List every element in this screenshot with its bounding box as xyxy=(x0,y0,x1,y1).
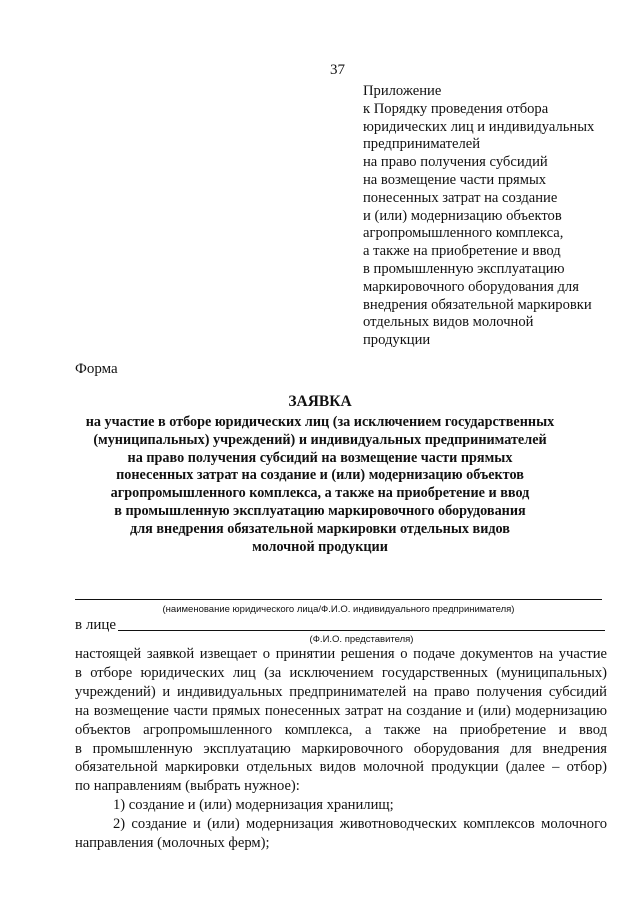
direction-item: 2) создание и (или) модернизация животноводческих комплексов молочного xyxy=(113,816,607,833)
appendix-line: отдельных видов молочной xyxy=(363,314,534,331)
appendix-line: к Порядку проведения отбора xyxy=(363,100,549,117)
subtitle-line: понесенных затрат на создание и (или) модернизацию объектов xyxy=(116,467,524,484)
subtitle-line: молочной продукции xyxy=(252,538,388,555)
representative-name-line xyxy=(118,630,605,631)
subtitle-line: на право получения субсидий на возмещение части прямых xyxy=(127,449,513,466)
appendix-line: предпринимателей xyxy=(363,136,481,153)
body-line: обязательной маркировки отдельных видов молочной продукции (далее – отбор) xyxy=(75,759,607,776)
appendix-line: Приложение xyxy=(363,83,442,99)
body-line: направления (молочных ферм); xyxy=(75,835,270,852)
body-line: на возмещение части прямых понесенных затрат на создание и (или) модернизацию xyxy=(75,702,607,719)
page-number: 37 xyxy=(330,62,345,78)
subtitle-line: на участие в отборе юридических лиц (за исключением государственных xyxy=(85,414,555,430)
in-person-label: в лице xyxy=(75,617,117,633)
appendix-line: внедрения обязательной маркировки xyxy=(363,296,592,313)
applicant-name-line xyxy=(75,599,602,600)
appendix-line: в промышленную эксплуатацию xyxy=(363,260,565,277)
appendix-line: на возмещение части прямых xyxy=(363,171,547,188)
appendix-line: и (или) модернизацию объектов xyxy=(363,207,562,224)
document-subtitle xyxy=(60,414,580,556)
body-line: настоящей заявкой извещает о принятии решения о подаче документов на участие xyxy=(75,646,607,662)
subtitle-line: агропромышленного комплекса, а также на приобретение и ввод xyxy=(110,485,530,502)
appendix-line: продукции xyxy=(363,332,431,349)
representative-caption: (Ф.И.О. представителя) xyxy=(309,634,414,645)
body-line: учреждений) и индивидуальных предпринимателей на право получения субсидий xyxy=(75,683,607,700)
form-label: Форма xyxy=(75,361,118,377)
appendix-line: агропромышленного комплекса, xyxy=(363,225,564,242)
appendix-line: юридических лиц и индивидуальных xyxy=(363,118,595,135)
subtitle-line: для внедрения обязательной маркировки отдельных видов xyxy=(130,520,510,537)
application-body xyxy=(75,645,607,853)
document-title: ЗАЯВКА xyxy=(288,393,352,410)
body-line: в отборе юридических лиц (за исключением государственных (муниципальных) xyxy=(75,664,607,681)
body-line: объектов агропромышленного комплекса, а также на приобретение и ввод xyxy=(75,721,607,738)
applicant-name-caption: (наименование юридического лица/Ф.И.О. индивидуального предпринимателя) xyxy=(162,604,515,615)
appendix-line: а также на приобретение и ввод xyxy=(363,243,561,260)
body-line: в промышленную эксплуатацию маркировочного оборудования для внедрения xyxy=(75,740,607,757)
appendix-note xyxy=(363,83,623,350)
direction-item: 1) создание и (или) модернизация хранилищ; xyxy=(113,797,394,814)
body-line: по направлениям (выбрать нужное): xyxy=(75,778,300,795)
subtitle-line: (муниципальных) учреждений) и индивидуальных предпринимателей xyxy=(93,431,547,448)
subtitle-line: в промышленную эксплуатацию маркировочного оборудования xyxy=(114,502,526,519)
appendix-line: понесенных затрат на создание xyxy=(363,189,558,206)
appendix-line: на право получения субсидий xyxy=(363,154,548,171)
appendix-line: маркировочного оборудования для xyxy=(363,278,579,295)
